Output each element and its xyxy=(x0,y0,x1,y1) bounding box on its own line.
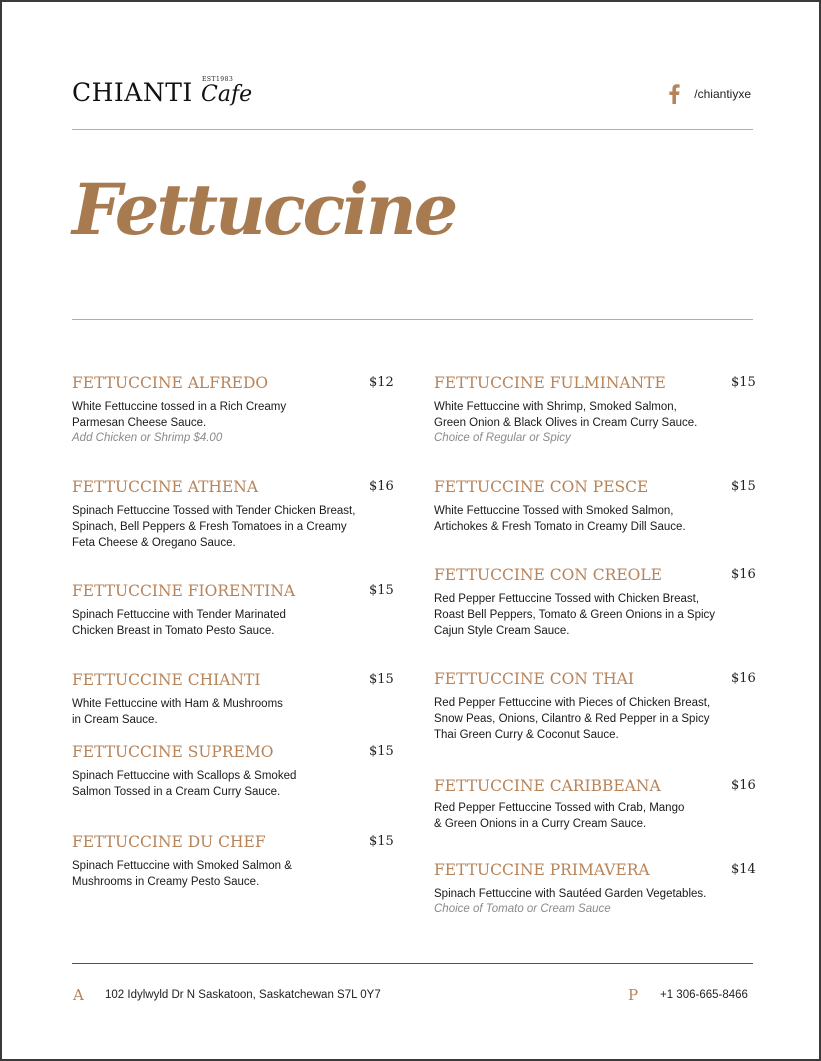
page-title: Fettuccine xyxy=(72,168,456,251)
address-text: 102 Idylwyld Dr N Saskatoon, Saskatchewan S7L 0Y7 xyxy=(105,989,381,1001)
menu-item-price: $15 xyxy=(369,672,394,687)
description-line: Spinach Fettuccine Tossed with Tender Chicken Breast, xyxy=(72,505,356,517)
description-line: Salmon Tossed in a Cream Curry Sauce. xyxy=(72,786,281,798)
description-line: White Fettuccine with Ham & Mushrooms xyxy=(72,698,283,710)
description-line: Parmesan Cheese Sauce. xyxy=(72,417,207,429)
menu-item-price: $15 xyxy=(369,583,394,598)
menu-item-name: FETTUCCINE DU CHEF xyxy=(72,833,266,851)
menu-item-price: $15 xyxy=(369,834,394,849)
address-label: A xyxy=(73,986,84,1004)
facebook-icon[interactable] xyxy=(668,84,680,104)
description-line: Spinach Fettuccine with Sautéed Garden Vegetables. xyxy=(434,888,707,900)
menu-item-name: FETTUCCINE SUPREMO xyxy=(72,743,274,761)
menu-item-name: FETTUCCINE PRIMAVERA xyxy=(434,861,650,879)
menu-item-name: FETTUCCINE CON THAI xyxy=(434,670,634,688)
menu-item-price: $16 xyxy=(731,567,756,582)
menu-item-name: FETTUCCINE ATHENA xyxy=(72,478,259,496)
menu-item-note: Choice of Regular or Spicy xyxy=(434,432,571,444)
description-line: Chicken Breast in Tomato Pesto Sauce. xyxy=(72,625,275,637)
menu-item-name: FETTUCCINE FULMINANTE xyxy=(434,374,666,392)
description-line: Thai Green Curry & Coconut Sauce. xyxy=(434,729,619,741)
description-line: Roast Bell Peppers, Tomato & Green Onions in a Spicy xyxy=(434,609,716,621)
menu-item-price: $16 xyxy=(731,671,756,686)
header-divider xyxy=(72,129,753,130)
menu-item-note: Add Chicken or Shrimp $4.00 xyxy=(72,432,223,444)
menu-item-price: $16 xyxy=(731,778,756,793)
menu-item-description xyxy=(72,503,355,551)
description-line: Feta Cheese & Oregano Sauce. xyxy=(72,537,236,549)
menu-item-name: FETTUCCINE CARIBBEANA xyxy=(434,777,661,795)
description-line: Spinach Fettuccine with Tender Marinated xyxy=(72,609,286,621)
logo-established: EST1983 xyxy=(202,76,234,83)
title-divider xyxy=(72,319,753,320)
description-line: Spinach Fettuccine with Scallops & Smoked xyxy=(72,770,297,782)
menu-item-description xyxy=(434,695,710,743)
social-link[interactable] xyxy=(668,84,751,104)
description-line: Spinach, Bell Peppers & Fresh Tomatoes in a Creamy xyxy=(72,521,347,533)
description-line: Red Pepper Fettuccine with Pieces of Chicken Breast, xyxy=(434,697,711,709)
phone-label: P xyxy=(628,986,639,1004)
menu-item-description xyxy=(434,886,706,902)
description-line: in Cream Sauce. xyxy=(72,714,158,726)
menu-item-price: $15 xyxy=(731,479,756,494)
menu-item-description xyxy=(434,399,697,431)
description-line: Green Onion & Black Olives in Cream Curry Sauce. xyxy=(434,417,698,429)
logo-brand: CHIANTI xyxy=(72,78,193,107)
menu-item-name: FETTUCCINE FIORENTINA xyxy=(72,582,296,600)
menu-item-description xyxy=(72,399,286,431)
description-line: Cajun Style Cream Sauce. xyxy=(434,625,570,637)
description-line: Red Pepper Fettuccine Tossed with Crab, Mango xyxy=(434,802,685,814)
menu-item-description xyxy=(72,607,286,639)
description-line: Mushrooms in Creamy Pesto Sauce. xyxy=(72,876,260,888)
social-handle[interactable]: /chiantiyxe xyxy=(694,87,751,101)
menu-item-price: $12 xyxy=(369,375,394,390)
description-line: White Fettuccine tossed in a Rich Creamy xyxy=(72,401,287,413)
description-line: Artichokes & Fresh Tomato in Creamy Dill Sauce. xyxy=(434,521,686,533)
menu-item-name: FETTUCCINE CON PESCE xyxy=(434,478,649,496)
description-line: White Fettuccine with Shrimp, Smoked Salmon, xyxy=(434,401,677,413)
menu-item-price: $14 xyxy=(731,862,756,877)
logo-cafe: Cafe xyxy=(201,82,253,107)
menu-item-note: Choice of Tomato or Cream Sauce xyxy=(434,903,611,915)
menu-item-description xyxy=(72,768,296,800)
description-line: Red Pepper Fettuccine Tossed with Chicken Breast, xyxy=(434,593,700,605)
menu-item-description xyxy=(434,503,686,535)
description-line: Snow Peas, Onions, Cilantro & Red Pepper in a Spicy xyxy=(434,713,710,725)
footer-divider xyxy=(72,963,753,964)
description-line: White Fettuccine Tossed with Smoked Salmon, xyxy=(434,505,674,517)
menu-item-name: FETTUCCINE CON CREOLE xyxy=(434,566,662,584)
menu-item-name: FETTUCCINE CHIANTI xyxy=(72,671,261,689)
description-line: Spinach Fettuccine with Smoked Salmon & xyxy=(72,860,292,872)
menu-item-description xyxy=(434,591,715,639)
menu-item-description xyxy=(434,800,684,832)
menu-item-price: $15 xyxy=(731,375,756,390)
menu-item-price: $15 xyxy=(369,744,394,759)
menu-item-description xyxy=(72,696,283,728)
menu-item-description xyxy=(72,858,292,890)
menu-item-price: $16 xyxy=(369,479,394,494)
description-line: & Green Onions in a Curry Cream Sauce. xyxy=(434,818,647,830)
phone-text[interactable]: +1 306-665-8466 xyxy=(660,989,748,1001)
menu-item-name: FETTUCCINE ALFREDO xyxy=(72,374,269,392)
